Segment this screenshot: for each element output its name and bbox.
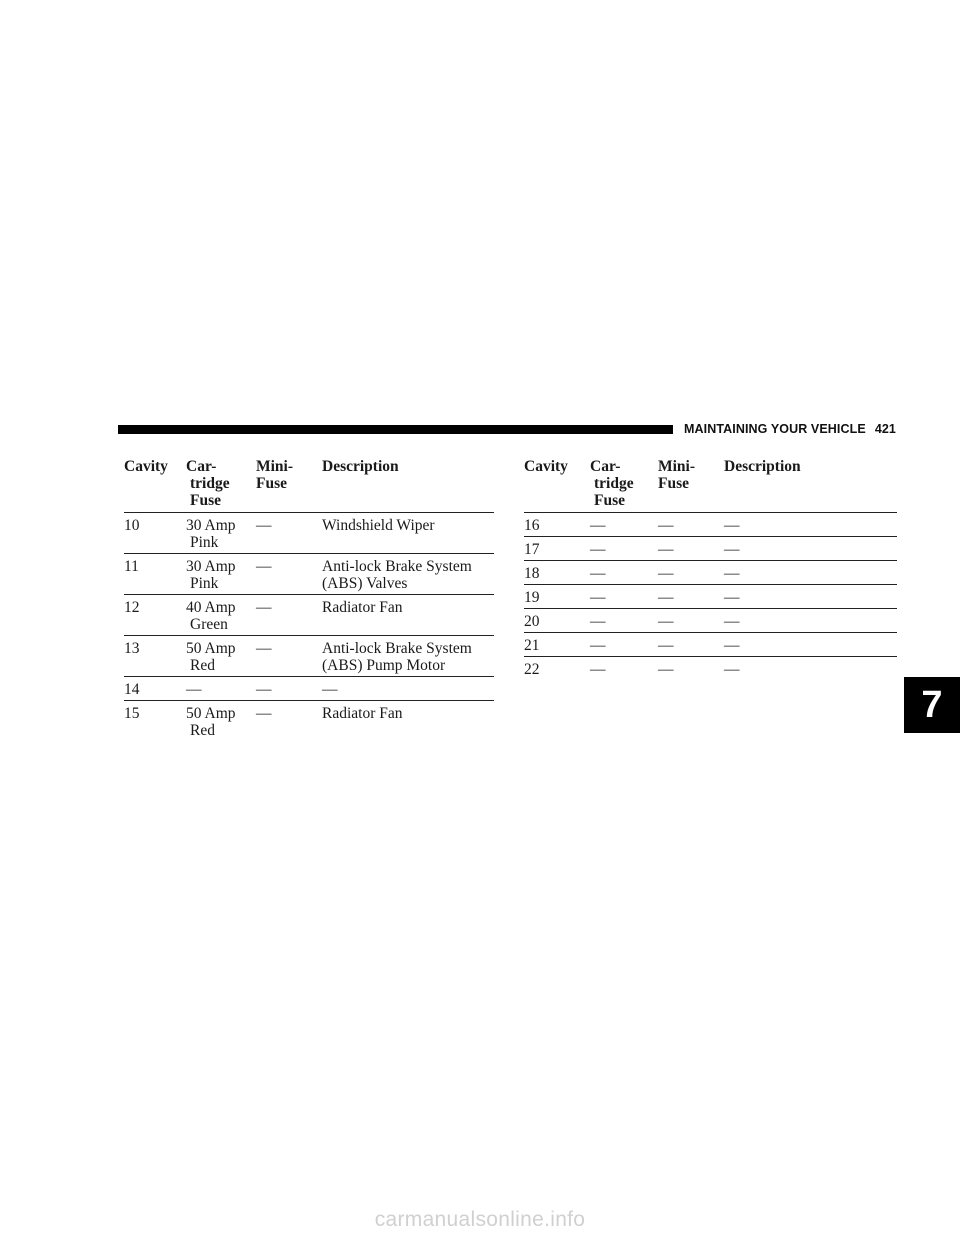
table-header-row: [124, 458, 494, 513]
col-header-description: Description: [724, 458, 801, 475]
cell-mini-fuse: [256, 513, 322, 554]
cell-cavity: [524, 585, 590, 609]
watermark: carmanualsonline.info: [374, 1208, 586, 1231]
table-row: [524, 657, 897, 681]
cell-cavity-line: 15: [124, 705, 140, 722]
cell-mini-fuse-line: —: [658, 589, 674, 606]
cell-cartridge-fuse: [590, 561, 658, 585]
cell-description: [724, 537, 897, 561]
fuse-table-left: [124, 458, 494, 741]
cell-cavity: [124, 701, 186, 742]
cell-cartridge-fuse: [186, 677, 256, 701]
cell-mini-fuse-line: —: [658, 517, 674, 534]
cell-cavity: [124, 595, 186, 636]
table-row: [524, 537, 897, 561]
cell-description: [322, 595, 494, 636]
cell-mini-fuse: [256, 701, 322, 742]
table-row: [124, 701, 494, 742]
cell-cavity-line: 11: [124, 558, 139, 575]
cell-cavity-line: 13: [124, 640, 140, 657]
cell-mini-fuse-line: —: [256, 705, 272, 722]
chapter-tab: 7: [904, 677, 960, 733]
cell-description: [724, 609, 897, 633]
cell-cartridge-fuse: [590, 585, 658, 609]
cell-description-line: —: [724, 517, 740, 534]
cell-cartridge-fuse-line: Green: [190, 616, 228, 633]
cell-mini-fuse: [658, 513, 724, 537]
cell-cartridge-fuse-line: Pink: [190, 575, 219, 592]
cell-cavity: [124, 513, 186, 554]
cell-cartridge-fuse-line: —: [590, 541, 606, 558]
cell-cartridge-fuse: [186, 554, 256, 595]
cell-mini-fuse-line: —: [658, 661, 674, 678]
cell-description-line: —: [724, 565, 740, 582]
cell-cavity: [524, 537, 590, 561]
cell-description: [724, 513, 897, 537]
cell-cartridge-fuse: [186, 595, 256, 636]
cell-description: [724, 561, 897, 585]
cell-cavity-line: 22: [524, 661, 540, 678]
cell-description-line: (ABS) Valves: [322, 575, 408, 592]
cell-mini-fuse-line: —: [658, 541, 674, 558]
cell-cartridge-fuse: [590, 657, 658, 681]
col-header-cavity: Cavity: [524, 458, 568, 475]
cell-cavity-line: 16: [524, 517, 540, 534]
cell-cartridge-fuse-line: —: [590, 565, 606, 582]
cell-cartridge-fuse: [186, 701, 256, 742]
cell-cartridge-fuse-line: —: [590, 637, 606, 654]
table-row: [124, 554, 494, 595]
cell-cartridge-fuse-line: 50 Amp: [186, 705, 236, 722]
cell-cartridge-fuse: [186, 636, 256, 677]
cell-cavity: [524, 657, 590, 681]
cell-cavity-line: 10: [124, 517, 140, 534]
cell-mini-fuse: [658, 657, 724, 681]
table-row: [524, 585, 897, 609]
cell-description-line: Anti-lock Brake System: [322, 640, 472, 657]
cell-cavity: [124, 677, 186, 701]
cell-cartridge-fuse-line: —: [590, 661, 606, 678]
cell-description-line: —: [322, 681, 338, 698]
cell-cartridge-fuse-line: —: [186, 681, 202, 698]
cell-cavity: [524, 609, 590, 633]
cell-description: [724, 633, 897, 657]
table-row: [524, 609, 897, 633]
fuse-table-right: [524, 458, 897, 680]
cell-cavity-line: 14: [124, 681, 140, 698]
cell-cavity-line: 19: [524, 589, 540, 606]
cell-description: [322, 554, 494, 595]
cell-cartridge-fuse-line: Pink: [190, 534, 219, 551]
cell-mini-fuse-line: —: [658, 637, 674, 654]
cell-cartridge-fuse: [590, 609, 658, 633]
col-header-cartridge-fuse: Car- tridge Fuse: [590, 458, 634, 509]
cell-description: [322, 513, 494, 554]
cell-mini-fuse: [658, 633, 724, 657]
cell-mini-fuse-line: —: [256, 681, 272, 698]
cell-description: [724, 585, 897, 609]
cell-cavity: [524, 561, 590, 585]
table-row: [124, 595, 494, 636]
cell-description-line: —: [724, 613, 740, 630]
cell-cartridge-fuse-line: 40 Amp: [186, 599, 236, 616]
cell-cavity: [124, 554, 186, 595]
cell-description-line: (ABS) Pump Motor: [322, 657, 446, 674]
cell-mini-fuse-line: —: [256, 640, 272, 657]
cell-description-line: Anti-lock Brake System: [322, 558, 472, 575]
cell-cartridge-fuse-line: Red: [190, 657, 215, 674]
cell-mini-fuse: [256, 677, 322, 701]
cell-cartridge-fuse: [186, 513, 256, 554]
cell-description: [322, 677, 494, 701]
cell-description-line: —: [724, 589, 740, 606]
cell-cavity-line: 12: [124, 599, 140, 616]
cell-cartridge-fuse: [590, 633, 658, 657]
table-row: [524, 633, 897, 657]
cell-mini-fuse: [658, 585, 724, 609]
table-row: [524, 561, 897, 585]
cell-cartridge-fuse-line: —: [590, 613, 606, 630]
cell-description: [322, 701, 494, 742]
cell-mini-fuse-line: —: [256, 558, 272, 575]
cell-mini-fuse-line: —: [658, 565, 674, 582]
running-header: [684, 422, 896, 436]
cell-mini-fuse: [256, 595, 322, 636]
section-title: MAINTAINING YOUR VEHICLE: [684, 422, 866, 436]
table-row: [124, 677, 494, 701]
cell-description: [724, 657, 897, 681]
cell-description-line: —: [724, 541, 740, 558]
cell-mini-fuse: [658, 609, 724, 633]
cell-description-line: —: [724, 637, 740, 654]
cell-description-line: Windshield Wiper: [322, 517, 435, 534]
cell-mini-fuse-line: —: [658, 613, 674, 630]
cell-cavity-line: 18: [524, 565, 540, 582]
cell-mini-fuse: [256, 636, 322, 677]
cell-description-line: —: [724, 661, 740, 678]
cell-cavity: [524, 633, 590, 657]
col-header-cartridge-fuse: Car- tridge Fuse: [186, 458, 230, 509]
cell-cartridge-fuse-line: 30 Amp: [186, 517, 236, 534]
table-row: [124, 513, 494, 554]
table-header-row: [524, 458, 897, 513]
cell-cartridge-fuse: [590, 537, 658, 561]
col-header-mini-fuse: Mini- Fuse: [658, 458, 696, 492]
cell-cartridge-fuse-line: —: [590, 517, 606, 534]
cell-mini-fuse: [658, 537, 724, 561]
col-header-description: Description: [322, 458, 399, 475]
cell-cartridge-fuse-line: 30 Amp: [186, 558, 236, 575]
cell-cavity: [524, 513, 590, 537]
cell-mini-fuse-line: —: [256, 517, 272, 534]
cell-cartridge-fuse: [590, 513, 658, 537]
col-header-cavity: Cavity: [124, 458, 168, 475]
cell-description: [322, 636, 494, 677]
page-number: 421: [874, 422, 896, 436]
cell-mini-fuse-line: —: [256, 599, 272, 616]
cell-description-line: Radiator Fan: [322, 705, 403, 722]
cell-cartridge-fuse-line: Red: [190, 722, 215, 739]
cell-mini-fuse: [658, 561, 724, 585]
cell-cavity-line: 17: [524, 541, 540, 558]
cell-cavity: [124, 636, 186, 677]
table-row: [524, 513, 897, 537]
header-rule: [118, 425, 673, 434]
cell-cartridge-fuse-line: —: [590, 589, 606, 606]
col-header-mini-fuse: Mini- Fuse: [256, 458, 294, 492]
cell-cavity-line: 20: [524, 613, 540, 630]
cell-cartridge-fuse-line: 50 Amp: [186, 640, 236, 657]
cell-cavity-line: 21: [524, 637, 540, 654]
table-row: [124, 636, 494, 677]
cell-description-line: Radiator Fan: [322, 599, 403, 616]
cell-mini-fuse: [256, 554, 322, 595]
